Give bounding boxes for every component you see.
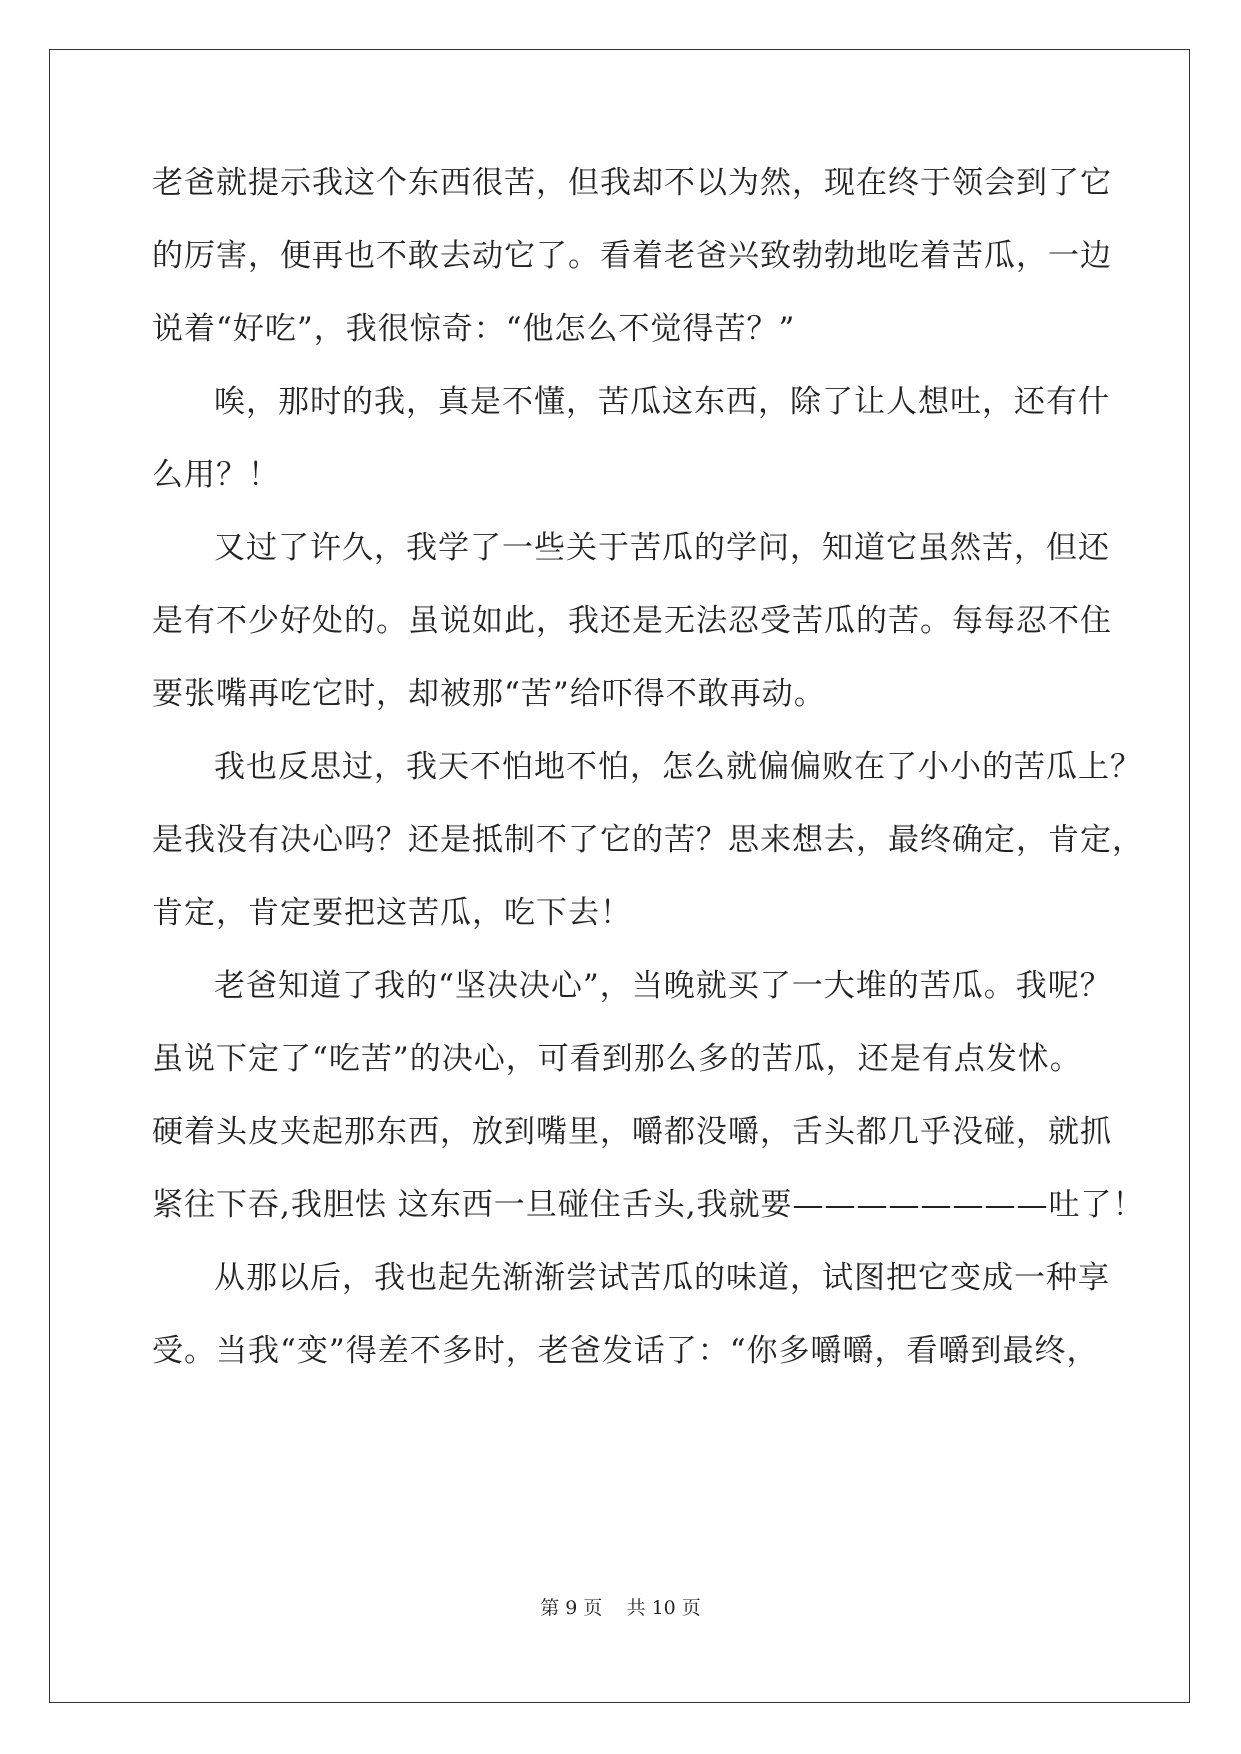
page-frame xyxy=(49,49,1190,1703)
text-line: 的厉害，便再也不敢去动它了。看着老爸兴致勃勃地吃着苦瓜，一边 xyxy=(152,238,1112,274)
text-line: 从那以后，我也起先渐渐尝试苦瓜的味道，试图把它变成一种享 xyxy=(214,1260,1110,1296)
text-line: 受。当我“变”得差不多时，老爸发话了：“你多嚼嚼，看嚼到最终， xyxy=(152,1333,1099,1369)
text-line: 老爸知道了我的“坚决决心”，当晚就买了一大堆的苦瓜。我呢？ xyxy=(214,968,1112,1004)
text-line: 是有不少好处的。虽说如此，我还是无法忍受苦瓜的苦。每每忍不住 xyxy=(152,603,1112,639)
text-line: 又过了许久，我学了一些关于苦瓜的学问，知道它虽然苦，但还 xyxy=(214,530,1110,566)
page-number-footer: 第 9 页 共 10 页 xyxy=(540,1597,701,1619)
text-line: 唉，那时的我，真是不懂，苦瓜这东西，除了让人想吐，还有什 xyxy=(214,384,1110,420)
text-line: 硬着头皮夹起那东西，放到嘴里，嚼都没嚼，舌头都几乎没碰，就抓 xyxy=(152,1114,1112,1150)
text-line: 老爸就提示我这个东西很苦，但我却不以为然，现在终于领会到了它 xyxy=(152,165,1112,201)
text-line: 肯定，肯定要把这苦瓜，吃下去！ xyxy=(152,895,632,931)
text-line: 紧往下吞,我胆怯 这东西一旦碰住舌头,我就要————————吐了！ xyxy=(152,1187,1145,1223)
text-line: 要张嘴再吃它时，却被那“苦”给吓得不敢再动。 xyxy=(152,676,826,712)
text-line: 是我没有决心吗？还是抵制不了它的苦？思来想去，最终确定，肯定， xyxy=(152,822,1144,858)
text-line: 我也反思过，我天不怕地不怕，怎么就偏偏败在了小小的苦瓜上？ xyxy=(214,749,1142,785)
text-line: 么用？！ xyxy=(152,457,280,493)
text-line: 说着“好吃”，我很惊奇：“他怎么不觉得苦？” xyxy=(152,311,796,347)
text-line: 虽说下定了“吃苦”的决心，可看到那么多的苦瓜，还是有点发怵。 xyxy=(152,1041,1082,1077)
